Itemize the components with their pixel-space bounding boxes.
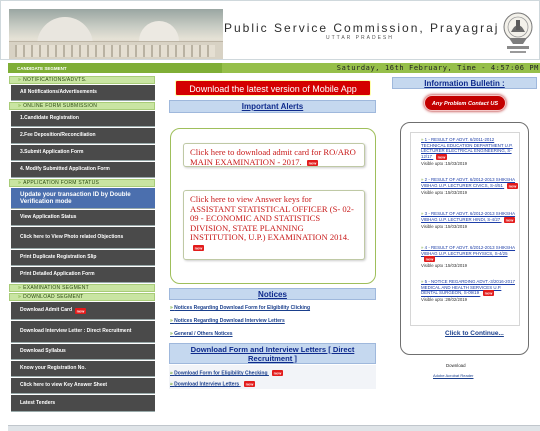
bulletin-item[interactable]: » 4 - RESULT OF ADVT. 6/2012-2013 SHIKSHA VIBHAG U.P. LECTURER PHYSICS, S-4/25 new Visible upto :15/03/2019 [421,245,519,268]
building-photo-banner [9,9,223,59]
site-title: Public Service Commission, Prayagraj [224,21,500,35]
visible-upto-text: Visible upto :15/03/2019 [421,263,468,269]
svg-text:new: new [308,160,317,166]
candidate-segment-label: CANDIDATE SEGMENT [8,63,222,73]
new-gif-icon [193,245,204,251]
green-arrow-icon: » [18,294,22,300]
right-column [392,77,537,417]
sidebar-item-update-transaction-id[interactable]: Update your transaction ID by Double Verification mode [11,188,155,209]
section-application-status-heading: » APPLICATION FORM STATUS [9,179,155,187]
new-gif-icon [504,217,515,223]
new-gif-icon [507,183,518,189]
bulletin-item[interactable]: » 2 - RESULT OF ADVT. 6/2012-2013 SHIKSHA VIBHAG U.P. LECTURER CIVICS, S-4/51 new Visible upto :15/03/2019 [421,177,519,195]
section-download-heading: » DOWNLOAD SEGMENT [9,293,155,301]
sidebar-item-download-syllabus[interactable]: Download Syllabus [11,344,155,360]
green-arrow-icon: » [170,370,175,377]
status-strip [8,63,540,73]
green-arrow-icon: » [421,137,425,142]
contact-us-button[interactable]: Any Problem Contact US [424,95,506,111]
visible-upto-text: Visible upto :28/02/2019 [421,297,468,303]
alert-admit-card-link[interactable]: Click here to download admit card for RO/ARO MAIN EXAMINATION - 2017. new [183,143,365,167]
sidebar-item-download-admit-card[interactable]: Download Admit Card new [11,302,155,320]
bulletin-item[interactable]: » 3 - RESULT OF ADVT. 6/2012-2013 SHIKSHA VIBHAG U.P. LECTURER HINDI, S-4/27 new Visible upto :15/03/2019 [421,211,519,229]
sidebar-item-photo-objections[interactable]: Click here to View Photo related Objections [11,227,155,249]
sidebar-item-fee-deposition[interactable]: 2.Fee Deposition/Reconciliation [11,128,155,144]
svg-text:new: new [484,291,493,297]
visible-upto-text: Visible upto :15/03/2019 [421,161,468,167]
alerts-panel [170,128,376,284]
click-to-continue-link[interactable]: Click to Continue... [445,330,504,337]
green-arrow-icon: » [170,331,175,337]
sidebar-item-key-answer-sheet[interactable]: Click here to view Key Answer Sheet [11,378,155,394]
sidebar-item-latest-tenders[interactable]: Latest Tenders [11,395,155,412]
section-online-form-heading: » ONLINE FORM SUBMISSION [9,102,155,110]
svg-text:new: new [76,308,85,314]
green-arrow-icon: » [421,279,425,284]
svg-text:new: new [273,370,282,376]
green-arrow-icon: » [170,305,175,311]
green-arrow-icon: » [18,77,22,83]
visible-upto-text: Visible upto :15/03/2019 [421,189,468,195]
sidebar-item-modify-application[interactable]: 4. Modify Submitted Application Form [11,162,155,178]
svg-text:new: new [508,183,517,189]
green-arrow-icon: » [170,381,175,388]
svg-text:new: new [425,257,434,263]
green-arrow-icon: » [421,245,425,250]
adobe-reader-link[interactable]: Adobe Acrobat Reader [433,373,474,378]
datetime-marquee: Saturday, 16th February, Time - 4:57:06 PM [336,64,539,72]
download-mobile-app-button[interactable]: Download the latest version of Mobile App [175,80,371,96]
notice-eligibility-link[interactable]: » Notices Regarding Download Form for Eligibility Clicking [170,305,311,311]
new-gif-icon [272,370,283,376]
main-content [169,80,376,420]
section-notifications-heading: » NOTIFICATIONS/ADVTS. [9,76,155,84]
new-gif-icon [424,256,435,262]
footer-bar [8,425,540,431]
sidebar-item-detailed-form[interactable]: Print Detailed Application Form [11,267,155,283]
sidebar-item-duplicate-slip[interactable]: Print Duplicate Registration Slip [11,250,155,266]
download-links-panel [169,365,376,389]
sidebar-item-view-application-status[interactable]: View Application Status [11,210,155,226]
notices-heading: Notices [169,288,376,300]
alert-answer-keys-link[interactable]: Click here to view Answer keys for ASSISTANT STATISTICAL OFFICER (S- 02-09 - ECONOMIC AND STATISTICS DIVISION, STATE PLANNING INSTITUTION, U.P.) EXAMINATION 2014. new [183,190,365,260]
green-arrow-icon: » [421,211,425,216]
notice-general-link[interactable]: » General / Others Notices [170,331,233,337]
sidebar-item-all-notifications[interactable]: All Notifications/Advertisements [11,85,155,101]
green-arrow-icon: » [18,285,22,291]
download-forms-heading: Download Form and Interview Letters [ Direct Recruitment ] [169,343,376,364]
bulletin-item[interactable]: » 1 - RESULT OF ADVT. 6/2011-2012 TECHNICAL EDUCATION DEPARTMENT U.P. LECTURER ELECTRICAL ENGINEERING, S-12/17 new Visible upto :15/03/2019 [421,137,519,166]
new-gif-icon [436,154,447,160]
green-arrow-icon: » [18,103,22,109]
sidebar [9,76,155,416]
new-gif-icon [483,290,494,296]
new-gif-icon [75,308,86,314]
sidebar-item-know-registration[interactable]: Know your Registration No. [11,361,155,377]
svg-text:new: new [437,154,446,160]
section-examination-heading[interactable]: » EXAMINATION SEGMENT [9,284,155,292]
sidebar-item-interview-letter[interactable]: Download Interview Letter : Direct Recruitment [11,321,155,343]
svg-text:new: new [194,245,203,251]
important-alerts-heading: Important Alerts [169,100,376,113]
download-interview-letters-link[interactable]: » Download Interview Letters new [170,381,253,388]
site-header [0,0,540,60]
bulletin-item[interactable]: » 5 - NOTICE REGARDING ADVT.-3/2016-2017 MEDICAL AND HEALTH SERVICES U.P. DENTAL SURGEON, S-09/19 new Visible upto :28/02/2019 [421,279,519,302]
notice-interview-letters-link[interactable]: » Notices Regarding Download Interview Letters [170,318,285,324]
green-arrow-icon: » [421,177,425,182]
sidebar-item-candidate-registration[interactable]: 1.Candidate Registration [11,111,155,127]
information-bulletin-heading: Information Bulletin : [392,77,537,89]
bulletin-panel [400,122,529,355]
sidebar-item-submit-application[interactable]: 3.Submit Application Form [11,145,155,161]
bulletin-scroll-list[interactable] [410,132,520,326]
svg-text:new: new [506,217,514,223]
download-label: Download [446,363,466,368]
visible-upto-text: Visible upto :15/03/2019 [421,223,468,229]
svg-text:new: new [245,381,253,387]
new-gif-icon [244,381,255,387]
site-subtitle: UTTAR PRADESH [326,35,394,41]
download-eligibility-form-link[interactable]: » Download Form for Eligibility Checking new [170,370,282,377]
green-arrow-icon: » [170,318,175,324]
state-emblem-icon [501,10,535,56]
green-arrow-icon: » [18,180,22,186]
new-gif-icon [307,160,318,166]
